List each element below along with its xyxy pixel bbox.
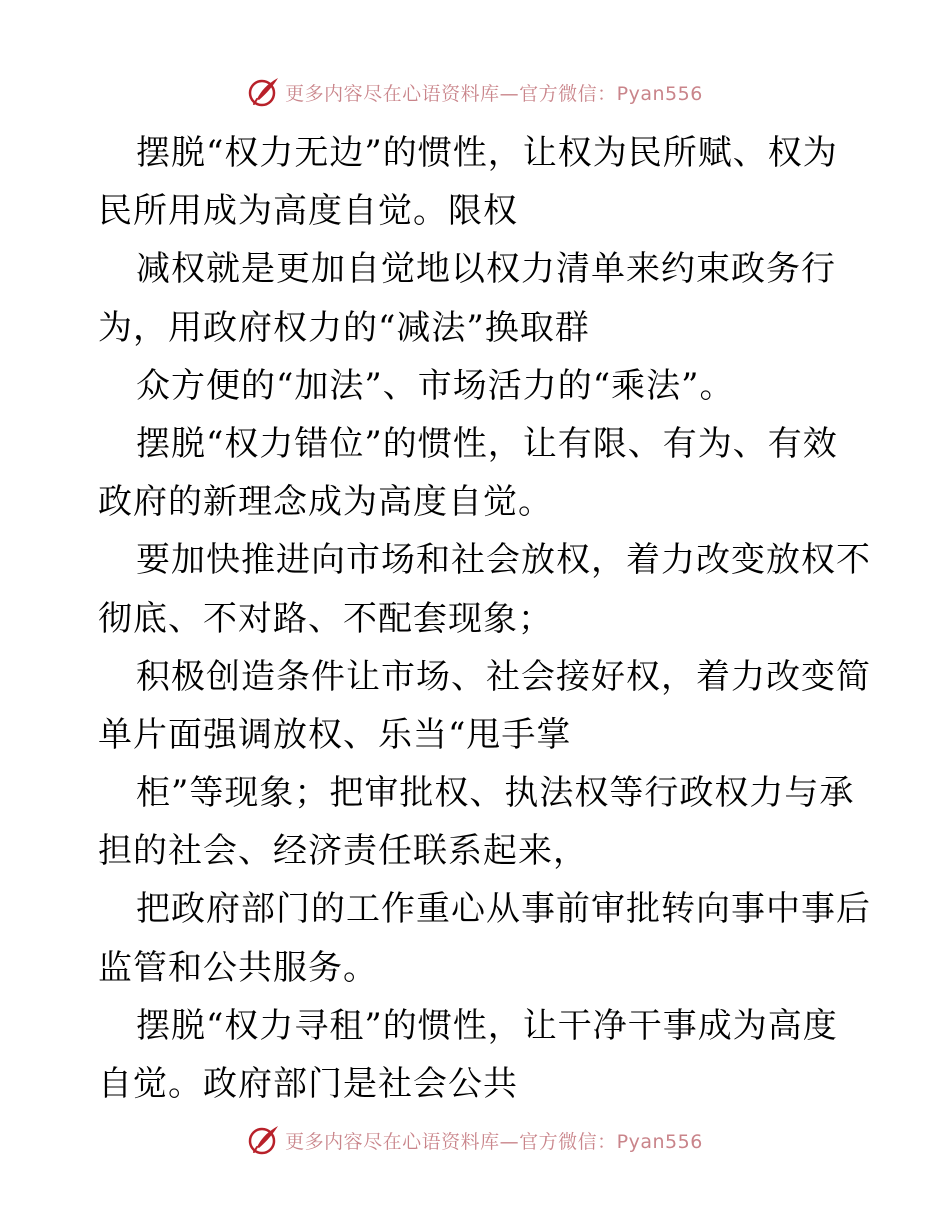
header-banner-text: 更多内容尽在心语资料库—官方微信：Pyan556: [285, 82, 703, 105]
text-line: 摆脱“权力寻租”的惯性，让干净干事成为高度: [136, 1005, 838, 1046]
footer-banner: [0, 1120, 950, 1160]
text-line: 担的社会、经济责任联系起来，: [98, 831, 588, 872]
text-line: 政府的新理念成为高度自觉。: [98, 482, 553, 523]
text-line: 柜”等现象；把审批权、执法权等行政权力与承: [136, 773, 855, 814]
text-line: 摆脱“权力无边”的惯性，让权为民所赋、权为: [136, 133, 838, 173]
quill-logo-icon: [247, 1123, 281, 1157]
text-line: 为，用政府权力的“减法”换取群: [98, 307, 590, 348]
text-line: 民所用成为高度自觉。限权: [98, 191, 518, 232]
text-line: 减权就是更加自觉地以权力清单来约束政务行: [136, 249, 836, 290]
header-banner: [0, 72, 950, 112]
text-line: 彻底、不对路、不配套现象；: [98, 598, 553, 639]
text-line: 积极创造条件让市场、社会接好权，着力改变简: [136, 656, 871, 697]
text-line: 自觉。政府部门是社会公共: [98, 1064, 518, 1104]
footer-banner-text: 更多内容尽在心语资料库—官方微信：Pyan556: [285, 1130, 703, 1153]
text-line: 摆脱“权力错位”的惯性，让有限、有为、有效: [136, 423, 838, 464]
text-line: 监管和公共服务。: [98, 947, 378, 988]
text-line: 众方便的“加法”、市场活力的“乘法”。: [136, 365, 735, 406]
document-body: [98, 124, 871, 1113]
quill-logo-icon: [247, 75, 281, 109]
text-line: 要加快推进向市场和社会放权，着力改变放权不: [136, 540, 871, 581]
text-line: 单片面强调放权、乐当“甩手掌: [98, 714, 572, 755]
text-line: 把政府部门的工作重心从事前审批转向事中事后: [136, 889, 871, 930]
